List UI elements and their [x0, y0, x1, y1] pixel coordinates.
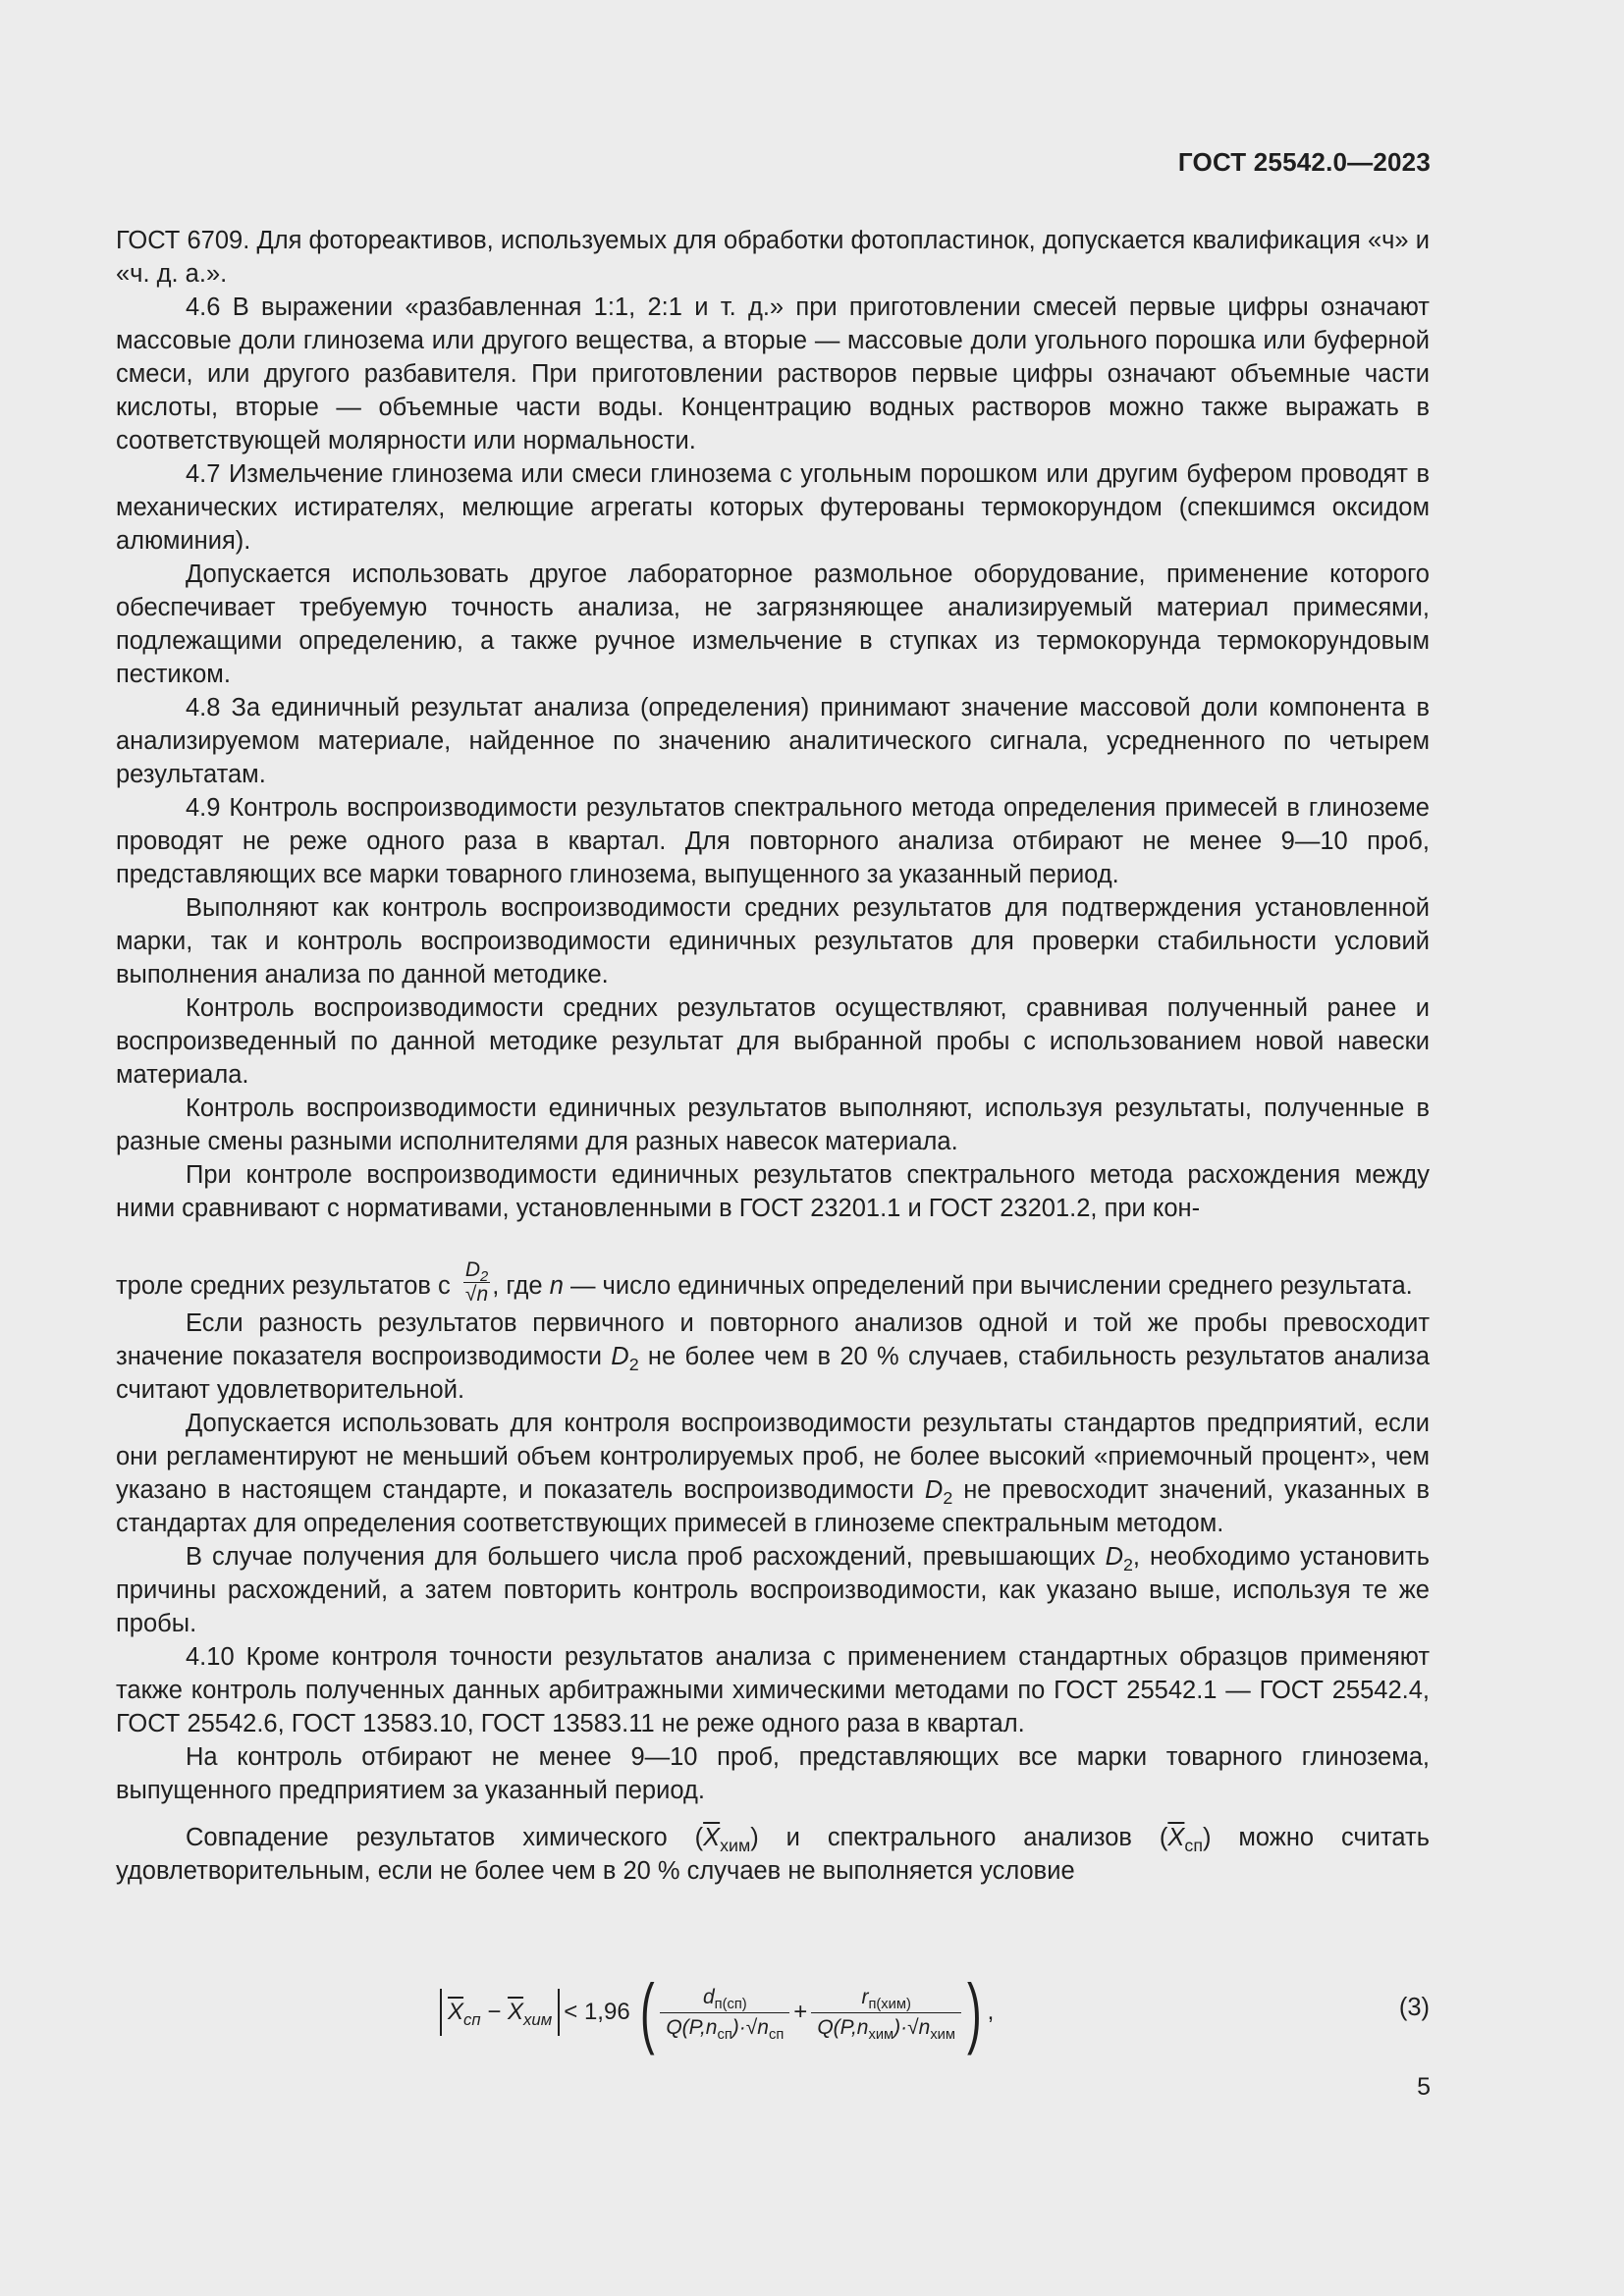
paragraph: 4.6 В выражении «разбавленная 1:1, 2:1 и т. д.» при приготовлении смесей первые цифры означают массовые доли глинозема или другого вещества, а вторые — массовые доли угольного порошка или буферной смеси, или другого разбавителя. При приготовлении растворов первые цифры означают объемные части кислоты, вторые — объемные части воды. Концентрацию водных растворов можно также выражать в соответствующей молярности или нормальности. [116, 294, 1430, 454]
variable: $\overline{X}$ [448, 1999, 464, 2025]
fraction [660, 1983, 789, 2043]
text-fragment: Совпадение результатов химического ( [186, 1824, 704, 1851]
subscript: п(хим) [868, 1996, 911, 2012]
paragraph: Контроль воспроизводимости единичных результатов выполняют, используя результаты, полученные в разные смены разными исполнителями для разных навесок материала. [116, 1095, 1430, 1155]
text-fragment: троле средних результатов с [116, 1272, 458, 1301]
right-paren: ) [966, 1968, 982, 2056]
subscript: сп [717, 2026, 732, 2043]
paragraph: 4.8 За единичный результат анализа (определения) принимают значение массовой доли компонента в анализируемом материале, найденное по значению аналитического сигнала, усредненного по четырем результатам. [116, 694, 1430, 788]
subscript: 2 [628, 1355, 639, 1375]
paragraph: При контроле воспроизводимости единичных результатов спектрального метода расхождения между ними сравнивают с нормативами, установленными в ГОСТ 23201.1 и ГОСТ 23201.2, при кон- [116, 1161, 1430, 1222]
fraction-numerator: D [464, 1258, 481, 1281]
document-header: ГОСТ 25542.0—2023 [1177, 147, 1431, 177]
paragraph: 4.9 Контроль воспроизводимости результатов спектрального метода определения примесей в глиноземе проводят не реже одного раза в квартал. Для повторного анализа отбирают не менее 9—10 проб, представляющих все марки товарного глинозема, выпущенного за указанный период. [116, 794, 1430, 888]
absolute-value [440, 1989, 560, 2036]
subscript: 2 [1122, 1555, 1133, 1575]
variable: $\overline{X}$ [508, 1999, 524, 2025]
operator: − [480, 1999, 509, 2025]
subscript: хим [868, 2026, 894, 2043]
punctuation: , [987, 1999, 995, 2025]
paragraph: 4.7 Измельчение глинозема или смеси глинозема с угольным порошком или другим буфером проводят в механических истирателях, мелющие агрегаты которых футерованы термокорундом (спекшимся оксидом алюминия). [116, 460, 1430, 555]
subscript: 2 [943, 1488, 953, 1509]
subscript: хим [720, 1836, 751, 1856]
paragraph [116, 1407, 1430, 1540]
paragraph: Контроль воспроизводимости средних результатов осуществляют, сравнивая полученный ранее и воспроизведенный по данной методике результат для выбранной пробы с использованием новой навески материала. [116, 994, 1430, 1089]
formula-expression [440, 1958, 994, 2066]
sqrt-sign: √ [464, 1283, 477, 1306]
document-body [116, 224, 1430, 1888]
paragraph: ГОСТ 6709. Для фотореактивов, используемых для обработки фотопластинок, допускается квалификация «ч» и «ч. д. а.». [116, 227, 1430, 288]
variable: D [611, 1343, 629, 1370]
text-fragment: Допускается использовать для контроля воспроизводимости результаты стандартов предприятий, если они регламентируют не меньший объем контролируемых проб, не более высокий «приемочный процент», чем указано в настоящем стандарте, и показатель воспроизводимости [116, 1410, 1430, 1504]
paragraph: На контроль отбирают не менее 9—10 проб, представляющих все марки товарного глинозема, выпущенного предприятием за указанный период. [116, 1743, 1430, 1804]
variable: $\overline{X}$ [1167, 1824, 1185, 1851]
formula-3 [116, 1958, 1430, 2066]
paragraph-with-fraction [116, 1258, 1430, 1307]
fraction-numerator: r [861, 1985, 869, 2008]
page-number: 5 [1417, 2073, 1431, 2101]
fraction-denominator: n [476, 1283, 489, 1306]
fraction [811, 1983, 961, 2043]
text-fragment: , необходимо установить причины расхождений, а затем повторить контроль воспроизводимости, как указано выше, используя те же пробы. [116, 1543, 1430, 1637]
text-fragment: В случае получения для большего числа проб расхождений, превышающих [186, 1543, 1106, 1571]
paragraph [116, 1540, 1430, 1640]
subscript: хим [930, 2026, 955, 2043]
fraction-denominator: Q(P,n [666, 2015, 718, 2039]
subscript: сп [463, 2009, 481, 2029]
paragraph [116, 1307, 1430, 1407]
subscript: хим [523, 2009, 553, 2029]
paragraph [116, 1821, 1430, 1888]
text-fragment: не более чем в 20 % случаев, стабильность результатов анализа считают удовлетворительной. [116, 1343, 1430, 1404]
left-paren: ( [639, 1968, 655, 2056]
paragraph: 4.10 Кроме контроля точности результатов анализа с применением стандартных образцов применяют также контроль полученных данных арбитражными химическими методами по ГОСТ 25542.1 — ГОСТ 25542.4, ГОСТ 25542.6, ГОСТ 13583.10, ГОСТ 13583.11 не реже одного раза в квартал. [116, 1643, 1430, 1737]
text-fragment: ) можно считать удовлетворительным, если не более чем в 20 % случаев не выполняется условие [116, 1824, 1430, 1885]
variable: $\overline{X}$ [703, 1824, 721, 1851]
text-fragment: — число единичных определений при вычислении среднего результата. [563, 1272, 1413, 1301]
paragraph: Допускается использовать другое лабораторное размольное оборудование, применение которого обеспечивает требуемую точность анализа, не загрязняющее анализируемый материал примесями, подлежащими определению, а также ручное измельчение в ступках из термокорунда термокорундовым пестиком. [116, 561, 1430, 688]
subscript: п(сп) [714, 1996, 747, 2012]
variable: D [1105, 1543, 1123, 1571]
text-fragment: ) и спектрального анализов ( [750, 1824, 1168, 1851]
text-fragment: Если разность результатов первичного и повторного анализов одной и той же пробы превосходит значение показателя воспроизводимости [116, 1309, 1430, 1370]
variable: D [924, 1476, 944, 1504]
fraction-denominator-tail: )·√n [731, 2015, 769, 2039]
fraction-d2-over-sqrt-n [463, 1258, 490, 1307]
variable: n [549, 1272, 564, 1301]
operator: < 1,96 [564, 1999, 630, 2025]
paragraph: Выполняют как контроль воспроизводимости средних результатов для подтверждения установленной марки, так и контроль воспроизводимости единичных результатов для проверки стабильности условий выполнения анализа по данной методике. [116, 894, 1430, 988]
subscript: сп [1184, 1836, 1203, 1856]
operator: + [793, 1999, 808, 2025]
fraction-numerator: d [702, 1985, 715, 2008]
subscript: сп [768, 2026, 785, 2043]
subscript: 2 [480, 1269, 489, 1286]
fraction-denominator: Q(P,n [817, 2015, 869, 2039]
text-fragment: , где [492, 1272, 550, 1301]
equation-number: (3) [1398, 1994, 1430, 2021]
fraction-denominator-tail: )·√n [893, 2015, 931, 2039]
text-fragment: не превосходит значений, указанных в стандартах для определения соответствующих примесей в глиноземе спектральным методом. [116, 1476, 1431, 1537]
